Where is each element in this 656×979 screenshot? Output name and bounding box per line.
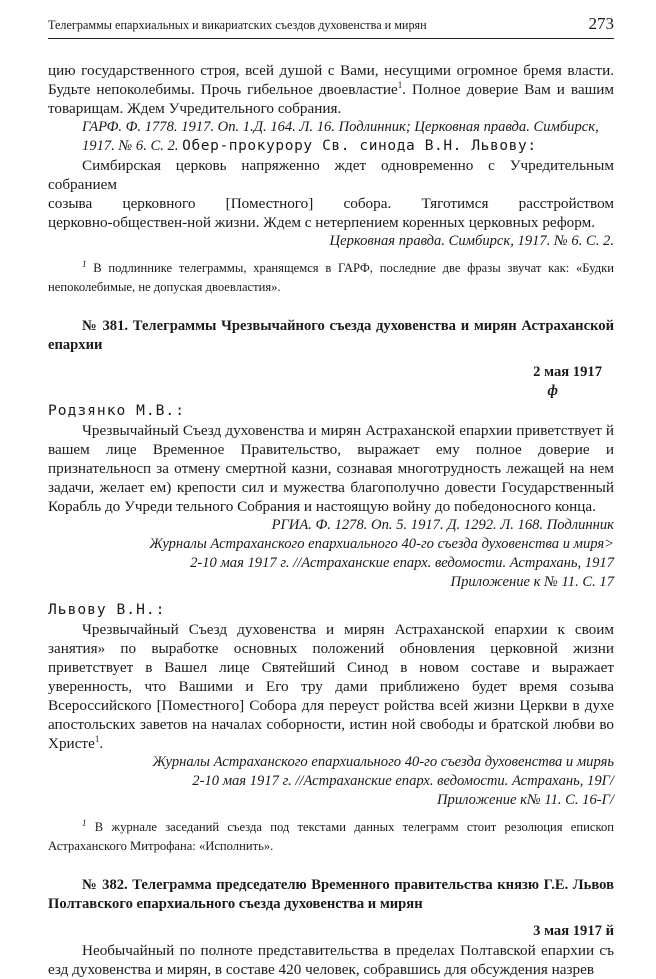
addressee: Львову В.Н.:: [48, 601, 166, 618]
source-citation: Церковная правда. Симбирск, 1917. № 6. С. 2.: [329, 233, 614, 249]
document-heading: № 382. Телеграмма председателю Временного правительства князю Г.Е. Львов Полтавского епархиального съезда духовенства и мирян: [48, 877, 614, 912]
running-header: [48, 14, 614, 39]
footnote: $^1$ В подлиннике телеграммы, хранящемся в ГАРФ, последние две фразы звучат как: «Будки непоколебимые, не допуская двоевластия».: [48, 258, 614, 294]
paragraph-line: церковно-обществен-ной жизни. Ждем с нетерпением коренных церковных реформ.: [48, 214, 596, 231]
source-citation: 2-10 мая 1917 г. //Астраханские епарх. ведомости. Астрахань, 1917: [190, 555, 614, 571]
source-citation: Журналы Астраханского епархиального 40-го съезда духовенства и миря>: [149, 536, 614, 552]
paragraph: Симбирская церковь напряженно ждет одновременно с Учредительным собранием: [48, 157, 614, 193]
paragraph: Чрезвычайный Съезд духовенства и мирян Астраханской епархии приветствует й вашем лице Временное Правительство, выражает ему полное доверие и признательносп за отмену смертной казни, сознавая многотрудность лежащей на нем задачи, желает ем) крепости сил и мужества благополучно довести Государственный Корабль до Учреди тельного Собрания и настоящую войну до победоносного конца.: [48, 422, 614, 515]
addressee: Обер-прокурору Св. синода В.Н. Львову:: [182, 138, 537, 154]
document-page: [48, 14, 614, 979]
addressee: Родзянко М.В.:: [48, 402, 186, 419]
paragraph: Чрезвычайный Съезд духовенства и мирян Астраханской епархии к своим занятия» по выработке основных положений обновления церковной жизни приветствует в Вашел лице Святейший Синод в новом составе и выражает уверенность, что Вашими и Его тру дами приближено будет время созыва Всероссийского [Поместного] Собора для переуст ройства всей жизни Церкви в духе апостольских заветов на началах соборности, истин ной свободы и братской любви во Христе$^1$.: [48, 621, 614, 752]
paragraph-line: созыва церковного [Поместного] собора. Тяготимся расстройством: [48, 195, 614, 212]
page-number: 273: [588, 14, 614, 33]
source-citation-with-addressee: 1917. № 6. С. 2. Обер-прокурору Св. синода В.Н. Львову:: [82, 138, 537, 154]
paragraph: Необычайный по полноте представительства в пределах Полтавской епархии съ езд духовенства и мирян, в составе 420 человек, собравшись для обсуждения назрев: [48, 942, 614, 978]
document-date: 3 мая 1917 й: [533, 923, 614, 939]
source-citation: РГИА. Ф. 1278. Оп. 5. 1917. Д. 1292. Л. 168. Подлинник: [271, 517, 614, 533]
source-citation: 2-10 мая 1917 г. //Астраханские епарх. ведомости. Астрахань, 19Г/: [192, 773, 614, 789]
footnote-ref: 1: [94, 733, 100, 744]
document-heading: № 381. Телеграммы Чрезвычайного съезда духовенства и мирян Астраханской епархии: [48, 318, 614, 353]
document-mark: ф: [547, 383, 558, 399]
running-title: Телеграммы епархиальных и викариатских съездов духовенства и мирян: [48, 18, 427, 32]
source-citation: Приложение к№ 11. С. 16-Г/: [436, 792, 614, 808]
footnote: $^1$ В журнале заседаний съезда под текстами данных телеграмм стоит резолюция епископ Астраханского Митрофана: «Исполнить».: [48, 817, 614, 853]
document-date: 2 мая 1917: [533, 364, 602, 380]
paragraph-continuation: цию государственного строя, всей душой с Вами, несущими огромное бремя власти. Будьте непоколебимы. Прочь гибельное двоевластие$^1$. Полное доверие Вам и вашим товарищам. Ждем Учредительного собрания.: [48, 62, 615, 117]
source-citation: Журналы Астраханского епархиального 40-го съезда духовенства и миряь: [152, 754, 614, 770]
footnote-ref: 1: [397, 79, 403, 90]
source-citation: ГАРФ. Ф. 1778. 1917. Оп. 1.Д. 164. Л. 16. Подлинник; Церковная правда. Симбирск,: [82, 119, 599, 135]
source-citation: Приложение к № 11. С. 17: [450, 574, 614, 590]
